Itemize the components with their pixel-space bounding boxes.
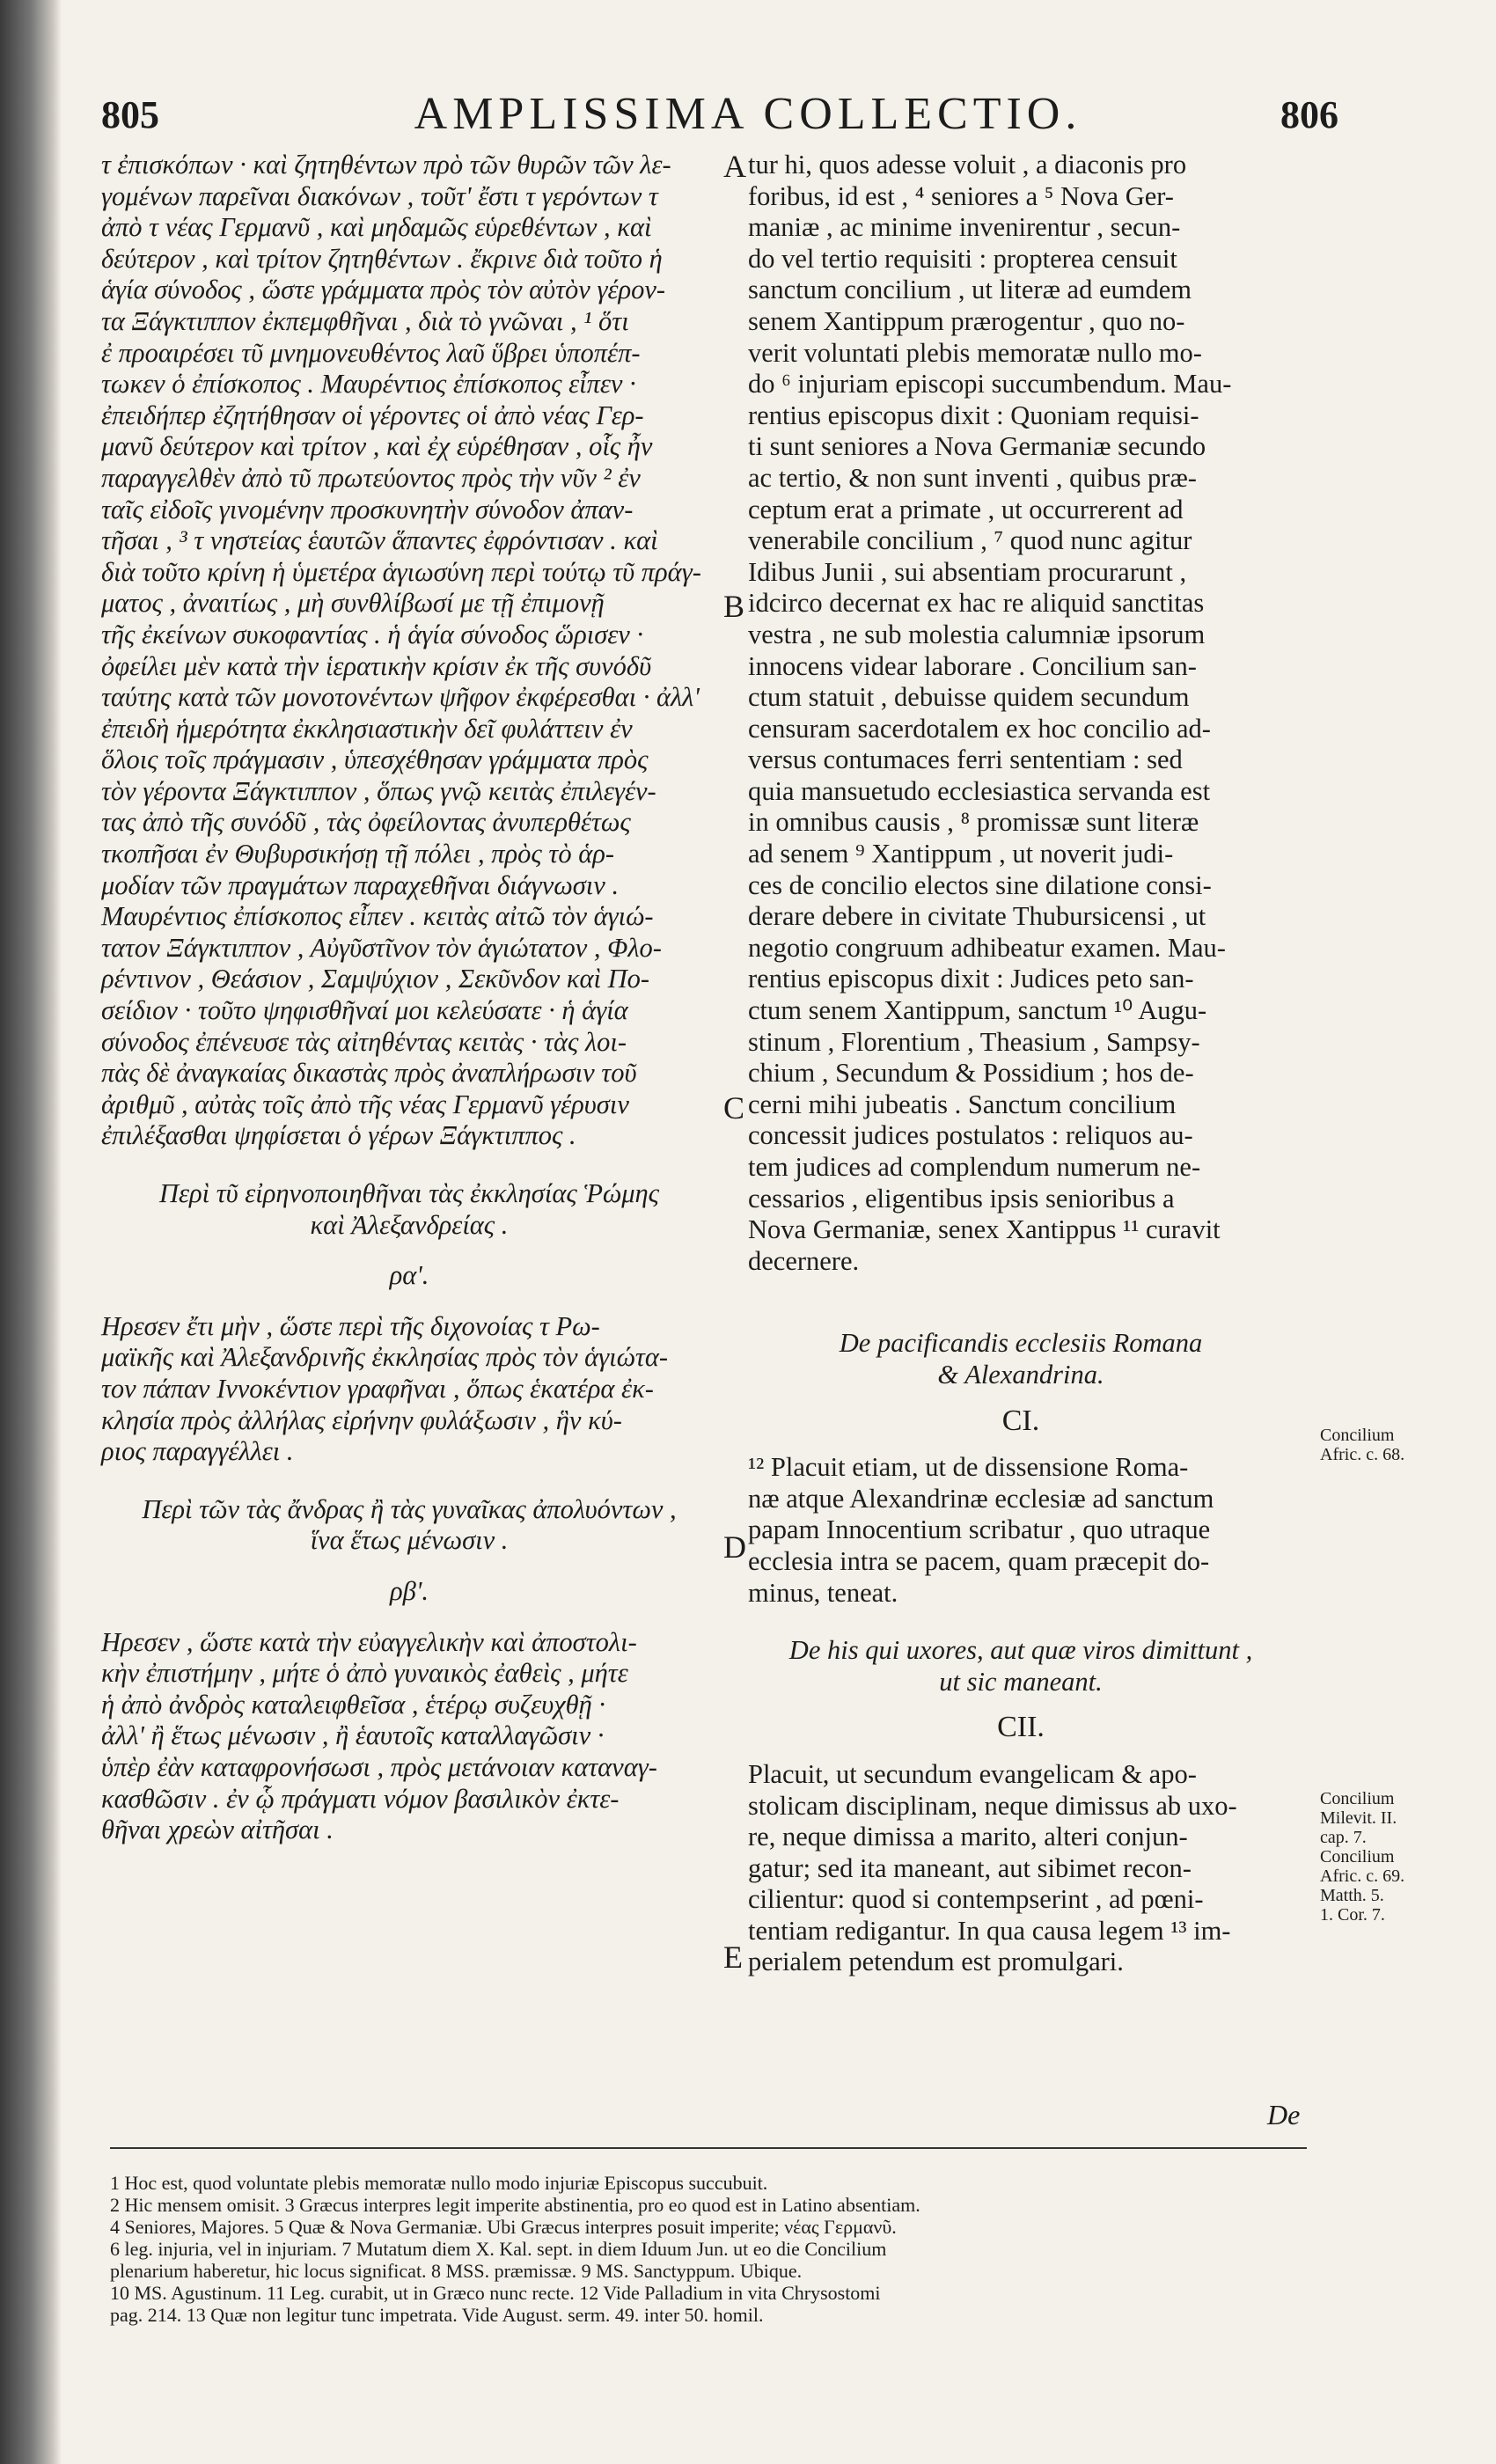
- margin-note-line: Milevit. II.: [1320, 1808, 1397, 1828]
- text-line: ὅλοις τοῖς πράγμασιν , ὑπεσχέθησαν γράμματα πρὸς: [101, 744, 649, 775]
- latin-paragraph-3: [748, 1759, 1294, 1978]
- text-line: ctum statuit , debuisse quidem secundum: [748, 682, 1190, 713]
- text-line: ecclesia intra se pacem, quam præcepit do-: [748, 1545, 1210, 1576]
- heading-line: ut sic maneant.: [939, 1666, 1103, 1697]
- margin-note-line: Matth. 5.: [1320, 1886, 1384, 1905]
- text-line: Μαυρέντιος ἐπίσκοπος εἶπεν . κειτὰς αἰτῶ τὸν ἁγιώ-: [101, 901, 654, 932]
- text-line: in omnibus causis , ⁸ promissæ sunt literæ: [748, 807, 1199, 838]
- text-line: σείδιον · τοῦτο ψηφισθῆναί μοι κελεύσατε · ἡ ἁγία: [101, 995, 628, 1026]
- text-line: re, neque dimissa a marito, alteri conjun-: [748, 1822, 1188, 1852]
- text-line: næ atque Alexandrinæ ecclesiæ ad sanctum: [748, 1483, 1214, 1514]
- text-line: ἐπειδὴ ἡμερότητα ἐκκλησιαστικὴν δεῖ φυλάττειν ἐν: [101, 713, 633, 744]
- greek-paragraph-2: [101, 1311, 717, 1468]
- greek-heading-2: [101, 1494, 717, 1557]
- greek-heading-1: [101, 1178, 717, 1241]
- catchword: De: [1267, 2099, 1301, 2130]
- text-line: ἀπὸ τ νέας Γερμανῦ , καὶ μηδαμῶς εὑρεθέντων , καὶ: [101, 212, 652, 243]
- text-line: πὰς δὲ ἀναγκαίας δικαστὰς πρὸς ἀναπλήρωσιν τοῦ: [101, 1058, 637, 1089]
- greek-paragraph-1: [101, 150, 717, 1152]
- text-line: τατον Ξάγκτιππον , Αὐγῦστῖνον τὸν ἁγιώτατον , Φλο-: [101, 932, 662, 963]
- latin-paragraph-2: [748, 1452, 1294, 1609]
- text-line: ματος , ἀναιτίως , μὴ συνθλίβωσί με τῇ ἐπιμονῇ: [101, 588, 605, 619]
- latin-heading-2: [748, 1635, 1294, 1698]
- text-line: μοδίαν τῶν πραγμάτων παραχεθῆναι διάγνωσιν .: [101, 869, 620, 900]
- heading-line: De his qui uxores, aut quæ viros dimittunt ,: [788, 1635, 1253, 1666]
- heading-line: & Alexandrina.: [937, 1359, 1104, 1390]
- margin-letter-d: D: [723, 1529, 746, 1565]
- text-line: chium , Secundum & Possidium ; hos de-: [748, 1058, 1194, 1089]
- book-gutter-shadow: [0, 0, 62, 2464]
- footnote-line: 1 Hoc est, quod voluntate plebis memoratæ nullo modo injuriæ Episcopus succubuit.: [110, 2172, 768, 2194]
- text-line: vestra , ne sub molestia calumniæ ipsorum: [748, 619, 1206, 649]
- greek-column: [101, 150, 717, 1846]
- text-line: sanctum concilium , ut literæ ad eumdem: [748, 275, 1192, 305]
- text-line: τκοπῆσαι ἐν Θυβυρσικήσῃ τῇ πόλει , πρὸς τὸ ἁρ-: [101, 839, 615, 869]
- text-line: decernere.: [748, 1245, 860, 1276]
- text-line: ad senem ⁹ Xantippum , ut noverit judi-: [748, 839, 1174, 869]
- text-line: do ⁶ injuriam episcopi succumbendum. Mau-: [748, 369, 1232, 400]
- text-line: Placuit, ut secundum evangelicam & apo-: [748, 1758, 1197, 1789]
- text-line: ἐπιλέξασθαι ψηφίσεται ὁ γέρων Ξάγκτιππος .: [101, 1120, 576, 1151]
- margin-note-line: Concilium: [1320, 1847, 1395, 1866]
- heading-line: ἵνα ἕτως μένωσιν .: [310, 1525, 509, 1556]
- greek-canon-number-1: ρα'.: [389, 1260, 429, 1291]
- text-line: γομένων παρεῖναι διακόνων , τοῦτ' ἔστι τ γερόντων τ: [101, 180, 658, 211]
- text-line: παραγγελθὲν ἀπὸ τῦ πρωτεύοντος πρὸς τὴν νῦν ² ἐν: [101, 462, 641, 493]
- text-line: ac tertio, & non sunt inventi , quibus præ-: [748, 462, 1197, 493]
- footnote-line: 6 leg. injuria, vel in injuriam. 7 Mutatum diem X. Kal. sept. in diem Iduum Jun. ut eo die Concilium: [110, 2238, 887, 2260]
- text-line: τὸν γέροντα Ξάγκτιππον , ὅπως γνῷ κειτὰς ἐπιλεγέν-: [101, 775, 656, 806]
- text-line: cilientur: quod si contempserint , ad pœni-: [748, 1884, 1204, 1915]
- text-line: stinum , Florentium , Theasium , Sampsy-: [748, 1026, 1200, 1057]
- heading-line: Περὶ τῶν τὰς ἄνδρας ἢ τὰς γυναῖκας ἀπολυόντων ,: [142, 1493, 677, 1524]
- text-line: Nova Germaniæ, senex Xantippus ¹¹ curavit: [748, 1214, 1221, 1245]
- text-line: ἀριθμῦ , αὐτὰς τοῖς ἀπὸ τῆς νέας Γερμανῦ γέρυσιν: [101, 1089, 629, 1119]
- text-line: τωκεν ὁ ἐπίσκοπος . Μαυρέντιος ἐπίσκοπος εἶπεν ·: [101, 369, 636, 400]
- text-line: κασθῶσιν . ἐν ᾧ πράγματι νόμον βασιλικὸν ἐκτε-: [101, 1783, 620, 1814]
- margin-note-line: Afric. c. 69.: [1320, 1866, 1405, 1886]
- margin-note-line: Concilium: [1320, 1426, 1395, 1445]
- right-page-number: 806: [1280, 93, 1338, 136]
- text-line: ceptum erat a primate , ut occurrerent ad: [748, 494, 1184, 524]
- text-line: gatur; sed ita maneant, aut sibimet recon-: [748, 1852, 1192, 1883]
- margin-note-line: Afric. c. 68.: [1320, 1445, 1405, 1464]
- margin-note-2: [1320, 1789, 1487, 1925]
- text-line: μανῦ δεύτερον καὶ τρίτον , καὶ ἐχ εὑρέθησαν , οἷς ἦν: [101, 431, 653, 462]
- text-line: papam Innocentium scribatur , quo utraque: [748, 1514, 1211, 1545]
- text-line: ti sunt seniores a Nova Germaniæ secundo: [748, 431, 1206, 462]
- text-line: idcirco decernat ex hac re aliquid sanctitas: [748, 588, 1205, 619]
- footnote-line: pag. 214. 13 Quæ non legitur tunc impetrata. Vide August. serm. 49. inter 50. homil.: [110, 2304, 764, 2326]
- text-line: τας ἀπὸ τῆς συνόδῦ , τὰς ὀφείλοντας ἀνυπερθέτως: [101, 807, 631, 838]
- text-line: ὀφείλει μὲν κατὰ τὴν ἱερατικὴν κρίσιν ἐκ τῆς συνόδῦ: [101, 650, 652, 681]
- text-line: κλησία πρὸς ἀλλήλας εἰρήνην φυλάξωσιν , ἣν κύ-: [101, 1404, 622, 1435]
- text-line: derare debere in civitate Thubursicensi , ut: [748, 901, 1206, 932]
- text-line: ριος παραγγέλλει .: [101, 1436, 294, 1467]
- footnotes: [110, 2172, 1342, 2326]
- latin-heading-1: [748, 1328, 1294, 1390]
- text-line: τῆσαι , ³ τ νηστείας ἑαυτῶν ἅπαντες ἐφρόντισαν . καὶ: [101, 525, 658, 556]
- footnote-line: 4 Seniores, Majores. 5 Quæ & Nova Germaniæ. Ubi Græcus interpres posuit imperite; νέας Γερμανῦ.: [110, 2216, 897, 2238]
- text-line: tur hi, quos adesse voluit , a diaconis pro: [748, 150, 1187, 180]
- text-line: perialem petendum est promulgari.: [748, 1947, 1124, 1977]
- text-line: τα Ξάγκτιππον ἐκπεμφθῆναι , διὰ τὸ γνῶναι , ¹ ὅτι: [101, 305, 629, 336]
- text-line: ¹² Placuit etiam, ut de dissensione Roma-: [748, 1452, 1189, 1483]
- text-line: versus contumaces ferri sententiam : sed: [748, 744, 1183, 775]
- text-line: senem Xantippum prærogentur , quo no-: [748, 305, 1185, 336]
- text-line: κὴν ἐπιστήμην , μήτε ὁ ἀπὸ γυναικὸς ἐαθεὶς , μήτε: [101, 1658, 628, 1689]
- text-line: rentius episcopus dixit : Judices peto san-: [748, 964, 1194, 994]
- margin-letter-c: C: [723, 1090, 745, 1126]
- text-line: ἐ προαιρέσει τῦ μνημονευθέντος λαῦ ὕβρει ὑποπέπ-: [101, 337, 641, 368]
- text-line: venerabile concilium , ⁷ quod nunc agitur: [748, 525, 1192, 556]
- greek-canon-number-2: ρβ'.: [390, 1575, 429, 1606]
- text-line: μαϊκῆς καὶ Ἀλεξανδρινῆς ἐκκλησίας πρὸς τὸν ἁγιώτα-: [101, 1342, 668, 1373]
- text-line: σύνοδος ἐπένευσε τὰς αἰτηθέντας κειτὰς · τὰς λοι-: [101, 1026, 627, 1057]
- text-line: ἁγία σύνοδος , ὥστε γράμματα πρὸς τὸν αὐτὸν γέρον-: [101, 275, 666, 305]
- text-line: stolicam disciplinam, neque dimissus ab uxo-: [748, 1790, 1237, 1821]
- text-line: ctum senem Xantippum, sanctum ¹⁰ Augu-: [748, 995, 1207, 1026]
- text-line: ἐπειδήπερ ἐζητήθησαν οἱ γέροντες οἱ ἀπὸ νέας Γερ-: [101, 400, 644, 430]
- text-line: minus, teneat.: [748, 1577, 898, 1608]
- text-line: tentiam redigantur. In qua causa legem ¹³ im-: [748, 1915, 1231, 1946]
- margin-note-line: Concilium: [1320, 1789, 1395, 1808]
- text-line: Idibus Junii , sui absentiam procurarunt ,: [748, 556, 1187, 587]
- heading-line: Περὶ τῦ εἰρηνοποιηθῆναι τὰς ἐκκλησίας Ῥώμης: [158, 1178, 660, 1208]
- text-line: ἀλλ' ἢ ἕτως μένωσιν , ἢ ἑαυτοῖς καταλλαγῶσιν ·: [101, 1720, 605, 1751]
- text-line: ρέντινον , Θεάσιον , Σαμψύχιον , Σεκῦνδον καὶ Πο-: [101, 964, 650, 994]
- text-line: innocens videar laborare . Concilium san-: [748, 650, 1197, 681]
- text-line: τῆς ἐκείνων συκοφαντίας . ἡ ἁγία σύνοδος ὥρισεν ·: [101, 619, 644, 649]
- latin-paragraph-1: [748, 150, 1294, 1277]
- margin-letter-e: E: [723, 1940, 743, 1975]
- text-line: θῆναι χρεὼν αἰτῆσαι .: [101, 1815, 334, 1845]
- margin-letter-b: B: [723, 589, 745, 624]
- text-line: do vel tertio requisiti : propterea censuit: [748, 243, 1177, 274]
- text-line: negotio congruum adhibeatur examen. Mau-: [748, 932, 1226, 963]
- text-line: rentius episcopus dixit : Quoniam requisi-: [748, 400, 1199, 430]
- footnote-line: plenarium haberetur, hic locus significat. 8 MSS. præmissæ. 9 MS. Sanctyppum. Ubique.: [110, 2260, 803, 2282]
- text-line: verit voluntati plebis memoratæ nullo mo-: [748, 337, 1202, 368]
- text-line: τον πάπαν Ιννοκέντιον γραφῆναι , ὅπως ἑκατέρα ἐκ-: [101, 1373, 654, 1404]
- heading-line: καὶ Ἀλεξανδρείας .: [310, 1209, 509, 1240]
- text-line: maniæ , ac minime invenirentur , secun-: [748, 212, 1181, 243]
- margin-letter-a: A: [723, 149, 746, 184]
- text-line: ταῖς εἰδοῖς γινομένην προσκυνητὴν σύνοδον ἀπαν-: [101, 494, 634, 524]
- text-line: concessit judices postulatos : reliquos au-: [748, 1120, 1193, 1151]
- text-line: διὰ τοῦτο κρίνη ἡ ὑμετέρα ἁγιωσύνη περὶ τούτῳ τῦ πράγ-: [101, 556, 701, 587]
- running-head: AMPLISSIMA COLLECTIO.: [414, 89, 1082, 139]
- margin-note-1: [1320, 1426, 1487, 1464]
- text-line: τ ἐπισκόπων · καὶ ζητηθέντων πρὸ τῶν θυρῶν τῶν λε-: [101, 150, 671, 180]
- text-line: cessarios , eligentibus ipsis senioribus a: [748, 1183, 1175, 1214]
- latin-canon-number-2: CII.: [997, 1711, 1045, 1744]
- footnote-rule: [110, 2147, 1307, 2149]
- latin-canon-number-1: CI.: [1001, 1404, 1040, 1437]
- latin-column: [748, 150, 1294, 1978]
- left-page-number: 805: [101, 93, 159, 136]
- margin-note-line: cap. 7.: [1320, 1828, 1367, 1847]
- text-line: foribus, id est , ⁴ seniores a ⁵ Nova Ger-: [748, 180, 1174, 211]
- text-line: δεύτερον , καὶ τρίτον ζητηθέντων . ἔκρινε διὰ τοῦτο ἡ: [101, 243, 663, 274]
- greek-paragraph-3: [101, 1627, 717, 1846]
- text-line: Ηρεσεν ἔτι μὴν , ὥστε περὶ τῆς διχονοίας τ Ρω-: [101, 1310, 600, 1341]
- text-line: tem judices ad complendum numerum ne-: [748, 1152, 1201, 1182]
- text-line: censuram sacerdotalem ex hoc concilio ad-: [748, 713, 1211, 744]
- text-line: ces de concilio electos sine dilatione consi-: [748, 869, 1212, 900]
- text-line: Ηρεσεν , ὥστε κατὰ τὴν εὐαγγελικὴν καὶ ἀποστολι-: [101, 1626, 637, 1657]
- footnote-line: 2 Hic mensem omisit. 3 Græcus interpres legit imperite abstinentia, pro eo quod est in Latino absentiam.: [110, 2194, 920, 2216]
- text-line: ἡ ἀπὸ ἀνδρὸς καταλειφθεῖσα , ἑτέρῳ συζευχθῇ ·: [101, 1689, 606, 1720]
- heading-line: De pacificandis ecclesiis Romana: [839, 1328, 1203, 1359]
- text-line: ταύτης κατὰ τῶν μονοτονέντων ψῆφον ἐκφέρεσθαι · ἀλλ': [101, 682, 700, 713]
- text-line: quia mansuetudo ecclesiastica servanda est: [748, 775, 1211, 806]
- text-line: ὑπὲρ ἐὰν καταφρονήσωσι , πρὸς μετάνοιαν καταναγ-: [101, 1751, 657, 1782]
- margin-note-line: 1. Cor. 7.: [1320, 1905, 1385, 1925]
- footnote-line: 10 MS. Agustinum. 11 Leg. curabit, ut in Græco nunc recte. 12 Vide Palladium in vita Chrysostomi: [110, 2282, 881, 2304]
- text-line: cerni mihi jubeatis . Sanctum concilium: [748, 1089, 1177, 1119]
